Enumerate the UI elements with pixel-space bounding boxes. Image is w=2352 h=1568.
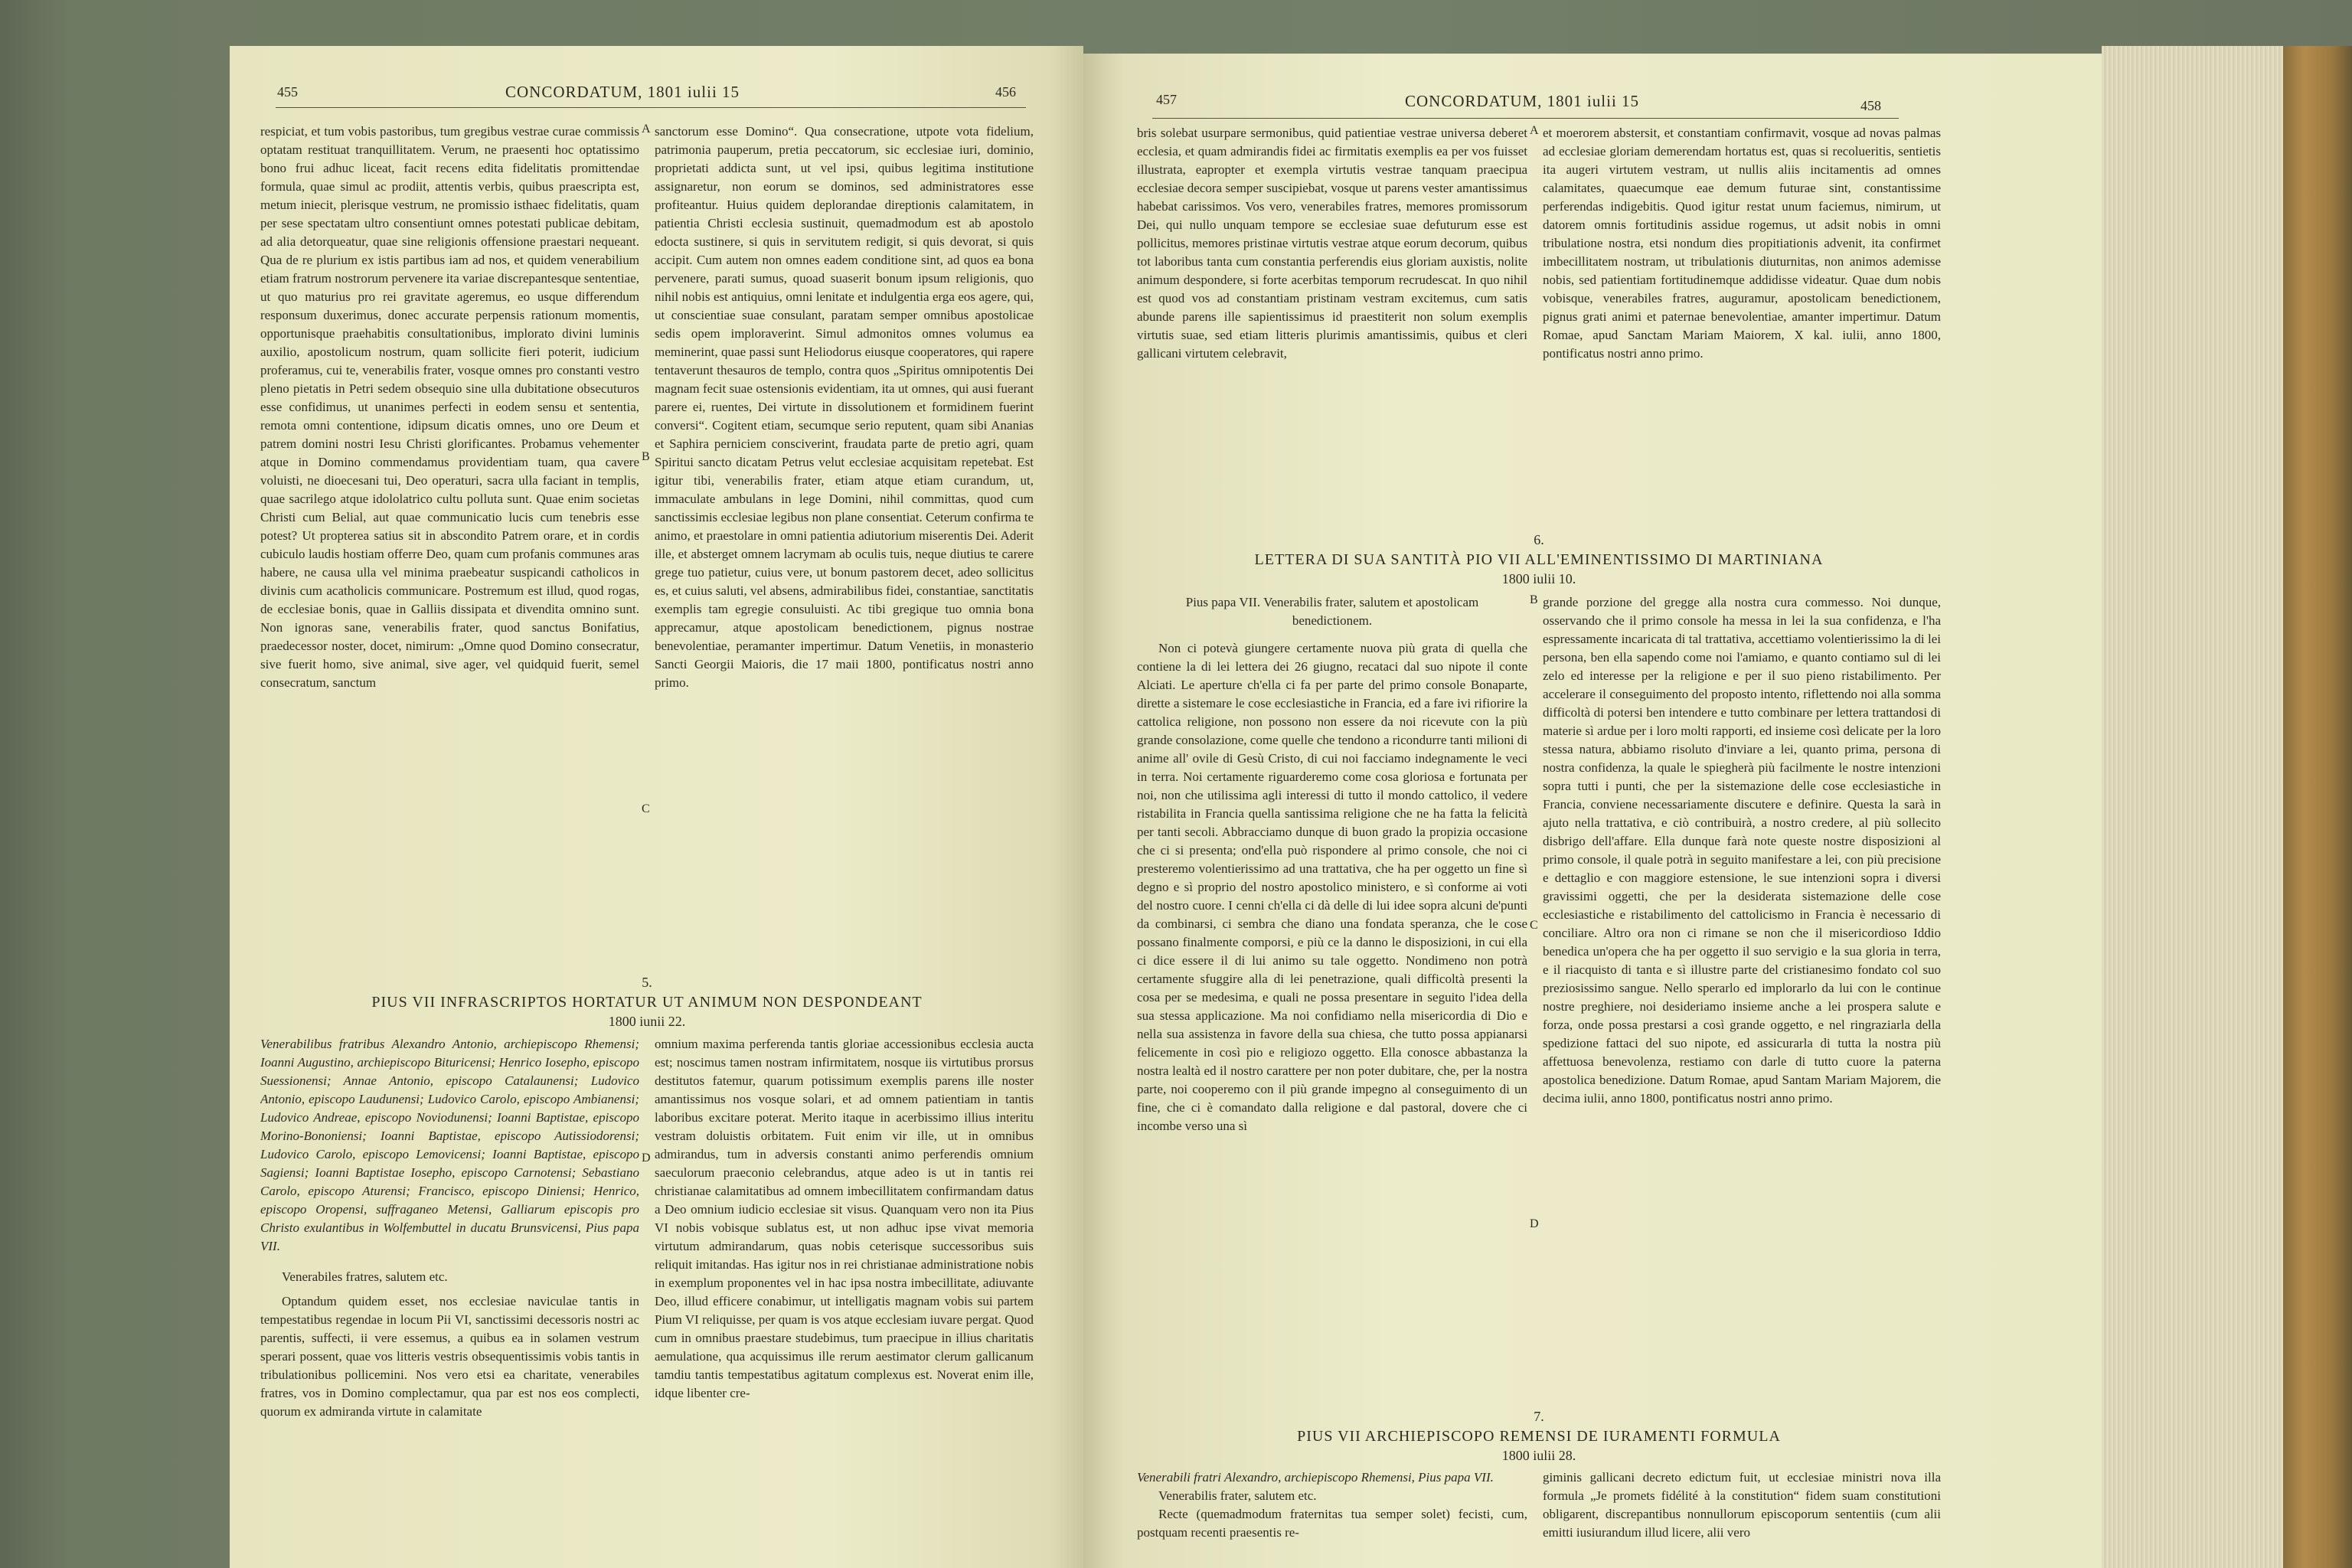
paragraph: Optandum quidem esset, nos ecclesiae naviculae tantis in tempestatibus regendae in locum Pii VI, sanctissimi decessoris nostri ac parentis, suffecti, ii vere essemus, a quibus ea in solamen vestrum sperari possent, quae vos litteris vestris obsequentissimis vobis tantis in tribulationibus pollicemini. Nos vero etsi ea charitate, venerabiles fratres, vos in Domino complectamur, qua par est nos eos complecti, quorum ex admiranda virtute in calamitate	[260, 1294, 639, 1419]
paragraph: Recte (quemadmodum fraternitas tua semper solet) fecisti, cum, postquam recenti praesentis re-	[1137, 1507, 1527, 1540]
document-title-7: PIUS VII ARCHIEPISCOPO REMENSI DE IURAMENTI FORMULA	[1297, 1428, 1781, 1445]
right-column-2-doc6	[1543, 593, 1941, 1405]
margin-marker-b: B	[1530, 593, 1538, 606]
margin-marker-a: A	[642, 122, 651, 136]
book-fore-edge	[2102, 46, 2352, 1568]
header-rule	[1152, 118, 1899, 119]
salutation: Venerabilis frater, salutem etc.	[1158, 1488, 1317, 1503]
right-column-2-top	[1543, 124, 1941, 522]
margin-marker-b: B	[642, 450, 650, 463]
paragraph: Non ci potevà giungere certamente nuova più grata di quella che contiene la di lei lettera dei 26 giugno, recataci dal suo nipote il conte Alciati. Le aperture ch'ella ci fa per parte del primo console Bonaparte, dirette a sistemare le cose ecclesiastiche in Francia, ed a fare ivi rifiorire la cattolica religione, non possono non essere da noi ricevute con la più grande consolazione, come quelle che tendono a ricondurre tanti milioni di anime all' ovile di Gesù Cristo, di cui noi facciamo indegnamente le veci in terra. Noi certamente riguarderemo come cosa gloriosa e fortunata per noi, non che utilissima agli interessi di tutto il mondo cattolico, il vedere ristabilita in Francia quella santissima religione che ne ha fatta la felicità per tanti secoli. Abbracciamo dunque di buon grado la propizia occasione che ci si presenta; ond'ella può rispondere al primo console, che noi ci presteremo volentierissimo ad una trattativa, che ha per oggetto un fine sì degno e sì proprio del nostro apostolico ministero, e sì conforme ai voti del nostro cuore. I cenni ch'ella ci dà delle di lui idee sopra alcuni de'punti da combinarsi, ci sembra che diano una fondata speranza, che le cose possano finalmente comporsi, e più ce la danno le disposizioni, in cui ella ci dice essere il di lui animo su tale oggetto. Nondimeno non potrà certamente sfuggire alla di lei penetrazione, quali difficoltà presenti la cosa per se medesima, e quali ne possa presentare in seguito l'idea della sua stessa applicazione. Ma noi confidiamo nella misericordia di Dio e nella sua assistenza in favore della sua chiesa, che tutto possa appianarsi felicemente in così pio e religiozo oggetto. Ella conosce abbastanza la nostra lealtà ed il nostro carattere per non poter dubitare, che, per la nostra parte, noi cooperemo con il più grande impegno al conseguimento di un fine, che ci è comandato dalla religione e dal pastoral, dovere che ci incombe verso una sì	[1137, 641, 1527, 1133]
margin-marker-d: D	[642, 1152, 651, 1165]
right-page	[1083, 54, 2102, 1568]
header-rule	[276, 107, 1026, 108]
right-column-1-top	[1137, 124, 1527, 522]
running-header-right: CONCORDATUM, 1801 iulii 15	[1405, 92, 1640, 110]
salutation: Venerabiles fratres, salutem etc.	[282, 1269, 448, 1284]
margin-marker-c: C	[642, 802, 650, 815]
document-date-5: 1800 iunii 22.	[608, 1014, 686, 1029]
margin-marker-c: C	[1530, 919, 1538, 932]
address-block: Venerabili fratri Alexandro, archiepiscopo Rhemensi, Pius papa VII.	[1137, 1470, 1494, 1485]
document-title-5: PIUS VII INFRASCRIPTOS HORTATUR UT ANIMUM NON DESPONDEANT	[371, 994, 923, 1011]
document-number-6: 6.	[1534, 532, 1544, 547]
document-title-6: LETTERA DI SUA SANTITÀ PIO VII ALL'EMINENTISSIMO DI MARTINIANA	[1254, 551, 1824, 568]
margin-marker-a: A	[1530, 124, 1539, 137]
page-number-458: 458	[1860, 98, 1881, 113]
paragraph: grande porzione del gregge alla nostra cura commesso. Noi dunque, osservando che il primo console ha messa in lei la sua confidenza, e l'ha espressamente incaricata di tal trattativa, accettiamo volentierissimo la di lei persona, ben ella sapendo come noi l'amiamo, e quanto contiamo sul di lei zelo ed interesse per la religione e per il suo pieno ristabilimento. Per accelerare il conseguimento del proposto intento, riflettendo noi alla somma difficoltà di potersi ben intendere e tutto combinare per lettera trattandosi di materie sì ardue per i loro molti rapporti, ed insieme così delicate per la loro stessa natura, abbiamo risoluto d'inviare a lei, quanto prima, persona di nostra confidenza, la quale le spiegherà più facilmente le nostre intenzioni sopra tutti i punti, che per la sistemazione delle cose ecclesiastiche in Francia, conviene necessariamente discutere e definire. Questa la sarà in ajuto nella trattativa, e ciò contribuirà, a nostro credere, al più sollecito disbrigo dell'affare. Ella dunque farà note queste nostre disposizioni al primo console, il quale potrà in seguito manifestare a lei, con più precisione e dettaglio e con maggiore estensione, le sue intenzioni sopra i diversi gravissimi oggetti, che per la desiderata sistemazione delle cose ecclesiastiche e ristabilimento del cattolicismo in Francia è necessario di conciliare. Altro ora non ci rimane se non che il misericordioso Iddio benedica un'opera che ha per oggetto il suo servigio e la sua gloria in terra, e il riacquisto di tanta e sì illustre parte del cristianesimo fondato col suo preziosissimo sangue. Nello sperarlo ed implorarlo da lui con le continue nostre preghiere, noi desideriamo insieme anche a lei prospera salute e forza, onde possa prestarsi a così grande oggetto, e nel ringraziarla della spedizione fattaci del suo nipote, ed assicurarla di tutta la nostra più affettuosa benevolenza, restiamo con darle di tutto cuore la paterna apostolica benedizione. Datum Romae, apud Santam Mariam Majorem, die decima iulii, anno 1800, pontificatus nostri anno primo.	[1543, 595, 1941, 1106]
page-number-457: 457	[1156, 92, 1177, 107]
address-block: Pius papa VII. Venerabilis frater, salutem et apostolicam benedictionem.	[1185, 595, 1479, 628]
left-page	[230, 46, 1083, 1568]
paragraph: et moerorem abstersit, et constantiam confirmavit, vosque ad novas palmas ad ecclesiae gloriam demerendam hortatus est, quas si recolueritis, sentietis ita augeri virtutem vestram, ut nullis aliis incitamentis ad omnes calamitates, quaecumque eae demum futurae sint, constantissime perferendas indigebitis. Quod igitur restat unum faciemus, nimirum, ut datorem omnis fortitudinis assidue rogemus, ut adsit nobis in omni tribulatione nostra, etsi nondum dies propitiationis advenit, ita confirmet imbecillitatem nostram, ut tribulationis diuturnitas, non animos ademisse nobis, sed patientiam fortitudinemque addidisse videatur. Quae dum nobis vobisque, venerabiles fratres, auguramur, apostolicam benedictionem, pignus grati animi et paternae benevolentiae, amanter impertimur. Datum Romae, apud Sanctam Mariam Maiorem, X kal. iulii, anno 1800, pontificatus nostri anno primo.	[1543, 126, 1941, 361]
document-number-5: 5.	[642, 975, 652, 990]
document-date-7: 1800 iulii 28.	[1501, 1448, 1576, 1463]
running-header-left: CONCORDATUM, 1801 iulii 15	[505, 83, 740, 101]
paragraph: omnium maxima perferenda tantis gloriae accessionibus ecclesia aucta est; noscimus tamen nostram infirmitatem, nosque iis virtutibus prorsus destitutos fatemur, quarum potissimum exemplis parens ille noster amantissimus nos vosque solari, et ad omnem patientiam in tantis laboribus excitare poterat. Merito itaque in acerbissimo illius interitu vestram doluistis orbitatem. Fuit enim vir ille, ut in omnibus admirandus, tum in adversis constanti animo perferendis omnium saeculorum praeconio celebrandus, atque adeo is ut in tantis rei christianae calamitatibus ad omnem imbecillitatem confirmandam datus a Deo omnium iudicio ecclesiae sit visus. Quanquam vero non ita Pius VI nobis vobisque sublatus est, ut non adhuc ipse vivat memoria virtutum admirandarum, quas nobis ceterisque successoribus suis reliquit imitandas. Has igitur nos in rei christianae administratione nobis in exemplum proponentes vel in hac ipsa nostra imbecillitate, adiuvante Deo, illud efficere conabimur, ut intelligatis magnam vobis sui partem Pium VI reliquisse, per quam is vos atque ecclesiam iuvare pergat. Quod cum in omnibus praestare studebimus, tum praecipue in illius charitatis aemulatione, qua acquissimus ille rerum aestimator clerum gallicanum tamdiu tantis tempestatibus agitatum complexus est. Noverat enim ille, idque libenter cre-	[655, 1037, 1034, 1400]
page-number-455: 455	[277, 84, 298, 100]
left-column-1	[260, 122, 639, 957]
paragraph: sanctorum esse Domino“. Qua consecratione, utpote vota fidelium, patrimonia pauperum, pretia peccatorum, sic ecclesiae iuri, dominio, proprietati addicta sunt, ut vel ipsi, quibus legitima institutione assignaretur, non eorum se dominos, sed administratores esse profiteantur. Huius quidem deplorandae direptionis calamitatem, in patientia Christi ecclesia sustinuit, quemadmodum est ab apostolo edocta sustinere, si quis in servitutem redigit, si quis devorat, si quis accipit. Cum autem non omnes eadem conditione sint, ad quos ea bona pervenere, parati sumus, quoad suaserit bonum ipsum religionis, quo nihil nobis est antiquius, omni lenitate et indulgentia erga eos agere, qui, ut conscientiae suae consulant, paratam semper omnibus apostolicae sedis opem imploraverint. Simul admonitos omnes volumus ea meminerint, quae passi sunt Heliodorus eiusque cooperatores, qui rapere tentaverunt thesauros de templo, contra quos „Spiritus omnipotentis Dei magnam fecit suae ostensionis evidentiam, ita ut omnes, qui ausi fuerant parere ei, ruentes, Dei virtute in dissolutionem et formidinem fuerint conversi“. Cogitent etiam, secumque serio reputent, quam sibi Ananias et Saphira perniciem consciverint, fraudata parte de pretio agri, quam Spiritui sancto dicatam Petrus velut ecclesiae acquisitam repetebat. Est igitur tibi, venerabilis frater, etiam atque etiam curandum, ut, immaculate ambulans in lege Domini, nihil committas, quod cum sanctissimis ecclesiae legibus non plane consentiat. Ceterum confirma te animo, et praestolare in omni patientia adiutorium miserentis Dei. Aderit ille, et absterget omnem lacrymam ab oculis tuis, neque diutius te carere grege tuo patietur, cuius vere, ut bonum pastorem decet, adeo sollicitus es, et cuius saluti, vel absens, admirabilibus fidei, constantiae, sanctitatis exemplis tam egregie consuluisti. Ac tibi gregique tuo omnia bona apprecamur, atque apostolicam benedictionem, pignus nostrae benevolentiae, peramanter impertimur. Datum Venetiis, in monasterio Sancti Georgii Maioris, die 17 maii 1800, pontificatus nostri anno primo.	[655, 124, 1034, 690]
margin-marker-d: D	[1530, 1217, 1539, 1230]
left-column-2-doc5	[655, 1035, 1034, 1540]
paragraph: giminis gallicani decreto edictum fuit, ut ecclesiae ministri nova illa formula „Je promets fidélité à la constitution“ fidem suam constitutioni obligarent, discrepantibus nonnullorum episcoporum sententiis (cum alii emitti iusiurandum illud licere, alii vero	[1543, 1470, 1941, 1540]
document-date-6: 1800 iulii 10.	[1501, 571, 1576, 586]
right-column-1-doc7	[1137, 1468, 1527, 1553]
right-column-1-doc6	[1137, 593, 1527, 1405]
paragraph: bris solebat usurpare sermonibus, quid patientiae vestrae universa deberet ecclesia, et quam admirandis fidei ac firmitatis exemplis ea per vos fuisset illustrata, eapropter et exempla virtutis vestrae tanquam praecipua ecclesiae decora semper suscipiebat, vosque ut parens vester amantissimus habebat carissimos. Vos vero, venerabiles fratres, memores promissorum Dei, qui nullo unquam tempore se ecclesiae suae defuturum esse est pollicitus, memores pristinae virtutis vestrae atque eorum decorum, quibus tot laboribus tanta cum constantia perferendis eius gloriam auxistis, nolite animum despondere, si forte acerbitas temporum recrudescat. In quo nihil est quod vos ad constantiam pristinam vestram excitemus, cum satis abunde parens ille sapientissimus id praestiterit non solum exemplis virtutis suae, sed etiam litteris plurimis amantissimis, quibus et cleri gallicani virtutem celebravit,	[1137, 126, 1527, 361]
page-number-456: 456	[995, 84, 1016, 100]
right-column-2-doc7	[1543, 1468, 1941, 1553]
document-number-7: 7.	[1534, 1409, 1544, 1424]
left-column-1-doc5	[260, 1035, 639, 1540]
paragraph: respiciat, et tum vobis pastoribus, tum gregibus vestrae curae commissis optatam restituat tranquillitatem. Verum, ne praesenti hoc optatissimo bono frui adhuc liceat, facit recens edita fidelitatis promittendae formula, quae simul ac prodiit, attentis verbis, quibus praescripta est, metum iniecit, plerisque vestrum, ne promissio isthaec fidelitatis, quam per sese spectatam ultro consentiunt omnes potestati publicae debitam, ad alia detorqueatur, quae sine religionis offensione praestari nequeant. Qua de re plurium ex istis partibus iam ad nos, et quidem venerabilium etiam fratrum nostrorum pervenere ita variae discrepantesque sententiae, ut quo maturius pro rei gravitate ageremus, eo usque differendum responsum duxerimus, donec accurate perpensis rationum momentis, opportunisque praehabitis consultationibus, implorato divini luminis auxilio, apostolicum nostrum, quam sollicite fieri poterit, iudicium proferamus, cui te, venerabilis frater, vosque omnes pro constanti vestro pleno pietatis in Petri sedem obsequio sine ulla dubitatione obsecuturos esse confidimus, ut unanimes perfecti in eodem sensu et sententia, remota omni contentione, idipsum dicatis omnes, uno ore Deum et patrem domini nostri Iesu Christi glorificantes. Probamus vehementer atque in Domino commendamus providentiam tuam, qua cavere voluisti, ne dioecesani tui, Deo operaturi, sacra ulla faciant in templis, quae sacrilego atque idololatrico cultu polluta sunt. Quae enim societas Christi cum Belial, aut quae communicatio lucis cum tenebris esse potest? Ut propterea satius sit in abscondito Patrem orare, et in cordis cubiculo laudis hostiam offerre Deo, quam cum profanis communes aras habere, ne causa ulla vel minima praebeatur suspicandi catholicos in divinis cum acatholicis communicare. Postremum est illud, quod rogas, de ecclesiae bonis, quae in Galliis dissipata et divendita omnino sunt. Non ignoras sane, venerabilis frater, quod sanctus Bonifatius, praedecessor noster, docet, nimirum: „Omne quod Domino consecratur, sive fuerit homo, sive animal, sive ager, vel quidquid fuerit, semel consecratum, sanctum	[260, 124, 639, 690]
left-column-2	[655, 122, 1034, 957]
address-block: Venerabilibus fratribus Alexandro Antonio, archiepiscopo Rhemensi; Ioanni Augustino, archiepiscopo Bituricensi; Henrico Iosepho, episcopo Suessionensi; Annae Antonio, episcopo Catalaunensi; Ludovico Antonio, episcopo Laudunensi; Ludovico Carolo, episcopo Ambianensi; Ludovico Andreae, episcopo Noviodunensi; Ioanni Baptistae, episcopo Morino-Bononiensi; Ioanni Baptistae, episcopo Autissiodorensi; Ludovico Carolo, episcopo Lemovicensi; Ioanni Baptistae, episcopo Sagiensi; Ioanni Baptistae Iosepho, episcopo Carnotensi; Sebastiano Carolo, episcopo Aturensi; Francisco, episcopo Diniensi; Henrico, episcopo Oropensi, suffraganeo Metensi, Galliarum episcopis pro Christo exulantibus in Wolfembuttel in ducatu Brunsvicensi, Pius papa VII.	[260, 1037, 639, 1253]
